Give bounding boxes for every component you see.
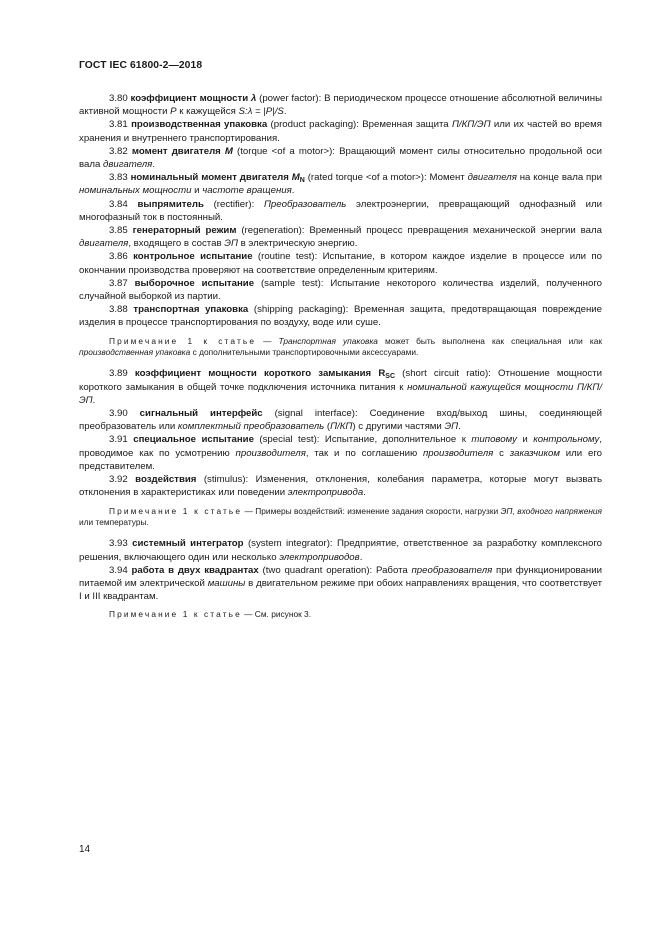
term-title: коэффициент мощности [130, 93, 249, 104]
note-3-88: Примечание 1 к статье — Транспортная упаковка может быть выполнена как специальная или как производственная упаковка с дополнительными транспортировочными аксессуарами. [79, 335, 602, 358]
term-title: производственная упаковка [131, 119, 268, 131]
note-label: Примечание 1 к статье [109, 609, 242, 620]
term-title: номинальный момент двигателя [130, 172, 289, 184]
term-title: системный интегратор [132, 538, 244, 550]
term-entry-3-89: 3.89 коэффициент мощности короткого замыкания $R_{SC}$ (short circuit ratio): Отношение мощности короткого замыкания в общей точке подключения источника питания к номинальной кажущейся мощности П/КП/ЭП. [79, 368, 602, 406]
term-title: выпрямитель [137, 198, 204, 210]
document-body [79, 92, 602, 630]
term-entry-3-92: 3.92 воздействия (stimulus): Изменения, отклонения, колебания параметра, которые могут вызвать отклонения в характеристиках или поведении электропривода. [79, 474, 602, 499]
term-entry-3-80: 3.80 коэффициент мощности λ (power factor): В периодическом процессе отношение абсолютной величины активной мощности P к кажущейся S:λ = |P|/S. [79, 93, 602, 118]
term-title: работа в двух квадрантах [131, 564, 259, 576]
term-title: момент двигателя [131, 145, 221, 157]
term-entry-3-94: 3.94 работа в двух квадрантах (two quadrant operation): Работа преобразователя при функционировании питаемой им электрической машины в двигательном режиме при обоих направлениях вращения, что соответствует I и III квадрантам. [79, 564, 603, 603]
term-title: специальное испытание [133, 434, 254, 446]
term-title: транспортная упаковка [133, 304, 249, 316]
page-number: 14 [79, 844, 91, 855]
note-label: Примечание 1 к статье [109, 335, 257, 346]
term-entry-3-85: 3.85 генераторный режим (regeneration): Временный процесс превращения механической энергии вала двигателя, входящего в состав ЭП в электрическую энергию. [79, 225, 602, 250]
term-entry-3-86: 3.86 контрольное испытание (routine test): Испытание, в котором каждое изделие в процессе или по окончании производства проверяют на соответствие определенным критериям. [79, 251, 602, 276]
term-entry-3-91: 3.91 специальное испытание (special test): Испытание, дополнительное к типовому и контрольному, проводимое как по усмотрению производителя, так и по соглашению производителя с заказчиком или его представителем. [79, 434, 602, 472]
term-entry-3-82: 3.82 момент двигателя M (torque <of a motor>): Вращающий момент силы относительно продольной оси вала двигателя. [79, 145, 602, 171]
document-header: ГОСТ IEC 61800-2—2018 [79, 60, 203, 71]
term-entry-3-87: 3.87 выборочное испытание (sample test): Испытание некоторого количества изделий, полученного случайной выборкой из партии. [79, 277, 602, 303]
note-3-92: Примечание 1 к статье — Примеры воздействий: изменение задания скорости, нагрузки ЭП, входного напряжения или температуры. [79, 505, 603, 527]
term-title: выборочное испытание [134, 277, 255, 289]
term-title: генераторный режим [132, 225, 237, 237]
term-entry-3-90: 3.90 сигнальный интерфейс (signal interface): Соединение вход/выход шины, соединяющей преобразователь или комплектный преобразователь (П/КП) с другими частями ЭП. [79, 408, 602, 433]
term-entry-3-88: 3.88 транспортная упаковка (shipping packaging): Временная защита, предотвращающая повреждение изделия в процессе транспортирования по воздуху, воде или суше. [79, 304, 602, 329]
term-entry-3-81: 3.81 производственная упаковка (product packaging): Временная защита П/КП/ЭП или их частей во время хранения и внутреннего транспортирования. [79, 119, 602, 144]
note-3-94: Примечание 1 к статье — См. рисунок 3. [109, 609, 312, 620]
term-title: контрольное испытание [133, 251, 253, 263]
note-label: Примечание 1 к статье [109, 505, 243, 516]
term-entry-3-84: 3.84 выпрямитель (rectifier): Преобразователь электроэнергии, превращающий однофазный или многофазный ток в постоянный. [79, 198, 602, 223]
term-entry-3-93: 3.93 системный интегратор (system integrator): Предприятие, ответственное за разработку комплексного решения, включающего один или несколько электроприводов. [79, 538, 602, 563]
term-title: сигнальный интерфейс [139, 408, 263, 420]
term-title: коэффициент мощности короткого замыкания R [134, 368, 386, 380]
term-entry-3-83: 3.83 номинальный момент двигателя $M_N$ (rated torque <of a motor>): Момент двигателя на конце вала при номинальных мощности и частоте вращения. [79, 172, 602, 197]
term-title: воздействия [135, 474, 197, 486]
